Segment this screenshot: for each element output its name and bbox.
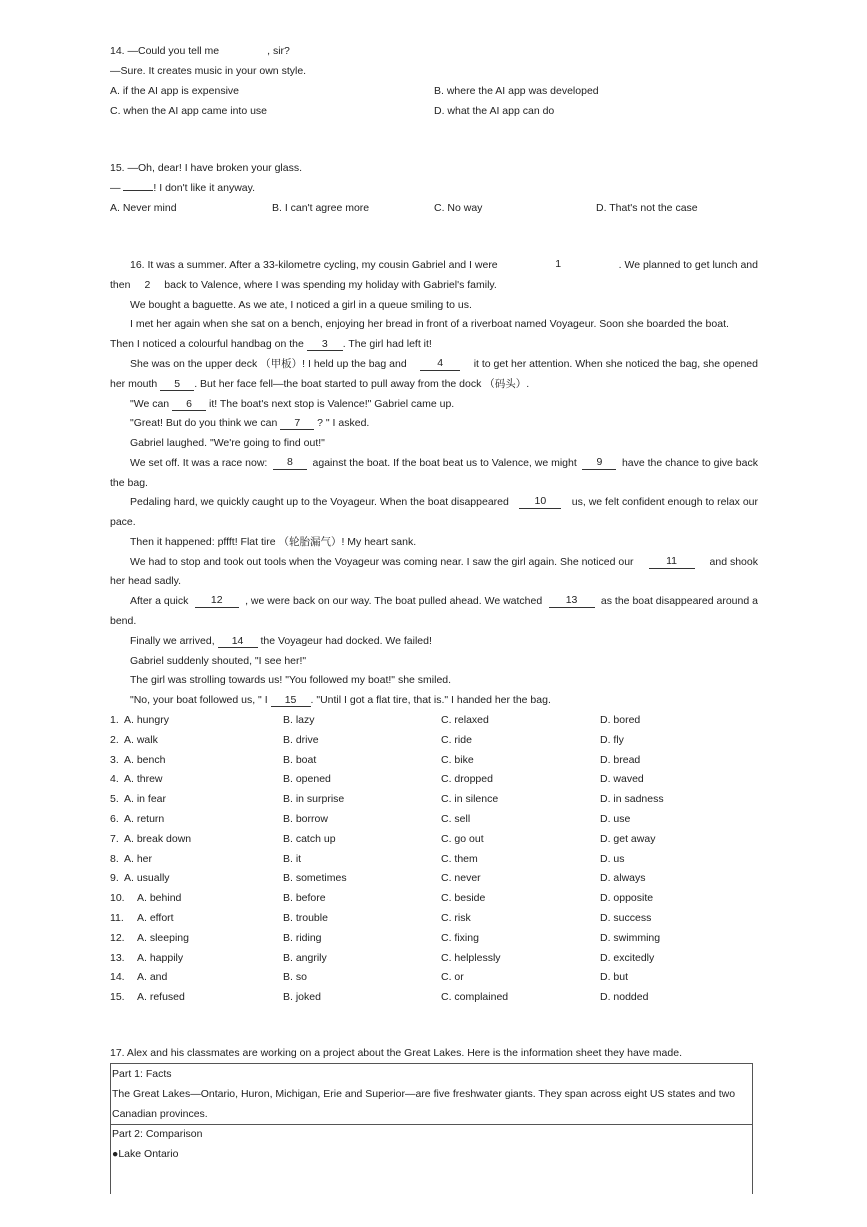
choice-option-b[interactable]: B. it bbox=[283, 853, 302, 865]
choice-option-a[interactable]: A. walk bbox=[124, 734, 158, 746]
blank-6[interactable]: 6 bbox=[172, 398, 206, 411]
choice-option-c[interactable]: C. fixing bbox=[441, 932, 479, 944]
choice-number: 11. bbox=[110, 912, 124, 924]
choice-option-d[interactable]: D. get away bbox=[600, 833, 656, 845]
choice-number: 15. bbox=[110, 991, 125, 1003]
choice-number: 6. bbox=[110, 813, 119, 825]
choice-number: 14. bbox=[110, 971, 125, 983]
choice-option-b[interactable]: B. lazy bbox=[283, 714, 315, 726]
choice-option-b[interactable]: B. angrily bbox=[283, 952, 327, 964]
choice-option-d[interactable]: D. but bbox=[600, 971, 629, 983]
blank-3[interactable]: 3 bbox=[307, 338, 343, 351]
q14-stem: 14. —Could you tell me , sir? bbox=[110, 45, 290, 57]
choice-option-c[interactable]: C. dropped bbox=[441, 773, 493, 785]
q14-option-d[interactable]: D. what the AI app can do bbox=[434, 105, 555, 117]
passage-line: Pedaling hard, we quickly caught up to the Voyageur. When the boat disappeared 10 us, we felt confident enough to relax our bbox=[130, 495, 758, 508]
choice-option-c[interactable]: C. in silence bbox=[441, 793, 499, 805]
passage-line: pace. bbox=[110, 516, 136, 528]
blank-10[interactable]: 10 bbox=[519, 495, 561, 509]
choice-option-a[interactable]: A. hungry bbox=[124, 714, 169, 726]
passage-line: We bought a baguette. As we ate, I noticed a girl in a queue smiling to us. bbox=[130, 299, 472, 311]
choice-option-a[interactable]: A. effort bbox=[137, 912, 174, 924]
choice-option-d[interactable]: D. bored bbox=[600, 714, 641, 726]
passage-line: Finally we arrived, 14 the Voyageur had docked. We failed! bbox=[130, 635, 432, 647]
passage-line: Then it happened: pffft! Flat tire （轮胎漏气）! My heart sank. bbox=[130, 536, 417, 548]
choice-option-c[interactable]: C. relaxed bbox=[441, 714, 489, 726]
choice-option-d[interactable]: D. always bbox=[600, 872, 646, 884]
choice-option-b[interactable]: B. borrow bbox=[283, 813, 328, 825]
table-divider bbox=[111, 1124, 752, 1125]
blank-8[interactable]: 8 bbox=[273, 456, 307, 470]
choice-option-a[interactable]: A. and bbox=[137, 971, 168, 983]
choice-option-b[interactable]: B. drive bbox=[283, 734, 319, 746]
choice-option-a[interactable]: A. return bbox=[124, 813, 165, 825]
choice-option-c[interactable]: C. risk bbox=[441, 912, 471, 924]
choice-option-b[interactable]: B. in surprise bbox=[283, 793, 345, 805]
passage-line: "No, your boat followed us, " I 15 . "Until I got a flat tire, that is." I handed her the bag. bbox=[130, 694, 551, 706]
part2-item: ●Lake Ontario bbox=[112, 1148, 179, 1160]
choice-option-a[interactable]: A. sleeping bbox=[137, 932, 189, 944]
blank-11[interactable]: 11 bbox=[649, 555, 695, 569]
q15-option-d[interactable]: D. That's not the case bbox=[596, 202, 698, 214]
passage-line: "We can 6 it! The boat's next stop is Valence!" Gabriel came up. bbox=[130, 398, 455, 410]
blank-7[interactable]: 7 bbox=[280, 417, 314, 430]
choice-option-c[interactable]: C. beside bbox=[441, 892, 486, 904]
choice-option-d[interactable]: D. use bbox=[600, 813, 631, 825]
choice-option-c[interactable]: C. bike bbox=[441, 754, 474, 766]
blank-1[interactable]: 1 bbox=[555, 258, 562, 270]
passage-line: Gabriel laughed. "We're going to find out!" bbox=[130, 437, 325, 449]
q15-option-b[interactable]: B. I can't agree more bbox=[272, 202, 370, 214]
passage-line: her head sadly. bbox=[110, 575, 182, 587]
passage-line: We set off. It was a race now: 8 against the boat. If the boat beat us to Valence, we might 9 have the chance to give back bbox=[130, 456, 758, 469]
part1-text: The Great Lakes—Ontario, Huron, Michigan, Erie and Superior—are five freshwater giants. They span across eight US states and two bbox=[112, 1088, 736, 1100]
choice-number: 4. bbox=[110, 773, 119, 785]
choice-option-b[interactable]: B. opened bbox=[283, 773, 331, 785]
blank-5[interactable]: 5 bbox=[160, 378, 194, 391]
choice-number: 7. bbox=[110, 833, 119, 845]
choice-option-a[interactable]: A. bench bbox=[124, 754, 166, 766]
choice-option-c[interactable]: C. go out bbox=[441, 833, 484, 845]
q15-reply: — ! I don't like it anyway. bbox=[110, 182, 256, 194]
choice-option-b[interactable]: B. riding bbox=[283, 932, 322, 944]
q15-stem: 15. —Oh, dear! I have broken your glass. bbox=[110, 162, 303, 174]
passage-line: I met her again when she sat on a bench, enjoying her bread in front of a riverboat named Voyageur. Soon she boarded the boat. bbox=[130, 318, 729, 330]
passage-line: "Great! But do you think we can 7 ? " I asked. bbox=[130, 417, 370, 429]
choice-option-c[interactable]: C. sell bbox=[441, 813, 471, 825]
passage-line: Gabriel suddenly shouted, "I see her!" bbox=[130, 655, 307, 667]
q14-option-a[interactable]: A. if the AI app is expensive bbox=[110, 85, 239, 97]
choice-option-d[interactable]: D. opposite bbox=[600, 892, 654, 904]
choice-option-b[interactable]: B. catch up bbox=[283, 833, 336, 845]
choice-option-b[interactable]: B. joked bbox=[283, 991, 321, 1003]
passage-line: then 2 back to Valence, where I was spending my holiday with Gabriel's family. bbox=[110, 279, 497, 291]
passage-line: bend. bbox=[110, 615, 137, 627]
choice-option-c[interactable]: C. them bbox=[441, 853, 478, 865]
choice-option-c[interactable]: C. never bbox=[441, 872, 481, 884]
choice-option-c[interactable]: C. complained bbox=[441, 991, 509, 1003]
choice-option-d[interactable]: D. fly bbox=[600, 734, 624, 746]
part2-title: Part 2: Comparison bbox=[112, 1128, 203, 1140]
choice-option-d[interactable]: D. in sadness bbox=[600, 793, 664, 805]
choice-option-c[interactable]: C. helplessly bbox=[441, 952, 501, 964]
choice-option-b[interactable]: B. so bbox=[283, 971, 307, 983]
choice-number: 1. bbox=[110, 714, 119, 726]
choice-option-a[interactable]: A. refused bbox=[137, 991, 185, 1003]
choice-option-a[interactable]: A. usually bbox=[124, 872, 170, 884]
choice-option-d[interactable]: D. us bbox=[600, 853, 625, 865]
choice-option-b[interactable]: B. sometimes bbox=[283, 872, 347, 884]
choice-option-b[interactable]: B. before bbox=[283, 892, 326, 904]
choice-number: 8. bbox=[110, 853, 119, 865]
q14-reply: —Sure. It creates music in your own style. bbox=[110, 65, 307, 77]
passage-line: The girl was strolling towards us! "You followed my boat!" she smiled. bbox=[130, 674, 452, 686]
choice-number: 9. bbox=[110, 872, 119, 884]
q15-option-c[interactable]: C. No way bbox=[434, 202, 483, 214]
choice-option-d[interactable]: D. excitedly bbox=[600, 952, 655, 964]
passage-line: She was on the upper deck （甲板）! I held up the bag and 4 it to get her attention. When she noticed the bag, she opened bbox=[130, 357, 758, 370]
passage-line: Then I noticed a colourful handbag on the 3 . The girl had left it! bbox=[110, 338, 432, 350]
choice-number: 13. bbox=[110, 952, 125, 964]
choice-option-a[interactable]: A. in fear bbox=[124, 793, 167, 805]
part1-title: Part 1: Facts bbox=[112, 1068, 172, 1080]
choice-option-a[interactable]: A. her bbox=[124, 853, 153, 865]
choice-option-a[interactable]: A. break down bbox=[124, 833, 192, 845]
blank-2[interactable]: 2 bbox=[144, 279, 151, 291]
choice-option-a[interactable]: A. threw bbox=[124, 773, 163, 785]
choice-option-d[interactable]: D. bread bbox=[600, 754, 641, 766]
choice-number: 3. bbox=[110, 754, 119, 766]
choice-option-d[interactable]: D. swimming bbox=[600, 932, 661, 944]
blank-14[interactable]: 14 bbox=[218, 635, 258, 648]
choice-option-d[interactable]: D. waved bbox=[600, 773, 644, 785]
choice-option-a[interactable]: A. behind bbox=[137, 892, 182, 904]
q17-intro: 17. Alex and his classmates are working on a project about the Great Lakes. Here is the information sheet they have made. bbox=[110, 1047, 682, 1059]
choice-number: 2. bbox=[110, 734, 119, 746]
passage-line: her mouth 5 . But her face fell—the boat started to pull away from the dock （码头）. bbox=[110, 378, 530, 390]
passage-line: 16. It was a summer. After a 33-kilometre cycling, my cousin Gabriel and I were 1 . We planned to get lunch and bbox=[130, 258, 758, 271]
part1-text: Canadian provinces. bbox=[112, 1108, 208, 1120]
blank-12[interactable]: 12 bbox=[195, 594, 239, 608]
info-sheet-table bbox=[110, 1063, 753, 1194]
q14-option-b[interactable]: B. where the AI app was developed bbox=[434, 85, 599, 97]
choice-option-c[interactable]: C. ride bbox=[441, 734, 472, 746]
choice-number: 12. bbox=[110, 932, 125, 944]
blank-4[interactable]: 4 bbox=[420, 357, 460, 371]
q15-option-a[interactable]: A. Never mind bbox=[110, 202, 177, 214]
choice-option-d[interactable]: D. success bbox=[600, 912, 652, 924]
passage-line: We had to stop and took out tools when the Voyageur was coming near. I saw the girl again. She noticed our 11 and shook bbox=[130, 555, 758, 568]
choice-number: 5. bbox=[110, 793, 119, 805]
passage-line: After a quick 12 , we were back on our way. The boat pulled ahead. We watched 13 as the boat disappeared around a bbox=[130, 594, 758, 607]
choice-option-b[interactable]: B. trouble bbox=[283, 912, 328, 924]
blank-9[interactable]: 9 bbox=[582, 456, 616, 470]
choice-option-b[interactable]: B. boat bbox=[283, 754, 317, 766]
choice-option-c[interactable]: C. or bbox=[441, 971, 464, 983]
passage-line: the bag. bbox=[110, 477, 148, 489]
choice-option-d[interactable]: D. nodded bbox=[600, 991, 649, 1003]
choice-number: 10. bbox=[110, 892, 125, 904]
blank-15[interactable]: 15 bbox=[271, 694, 311, 707]
choice-option-a[interactable]: A. happily bbox=[137, 952, 184, 964]
q14-option-c[interactable]: C. when the AI app came into use bbox=[110, 105, 268, 117]
blank-13[interactable]: 13 bbox=[549, 594, 595, 608]
